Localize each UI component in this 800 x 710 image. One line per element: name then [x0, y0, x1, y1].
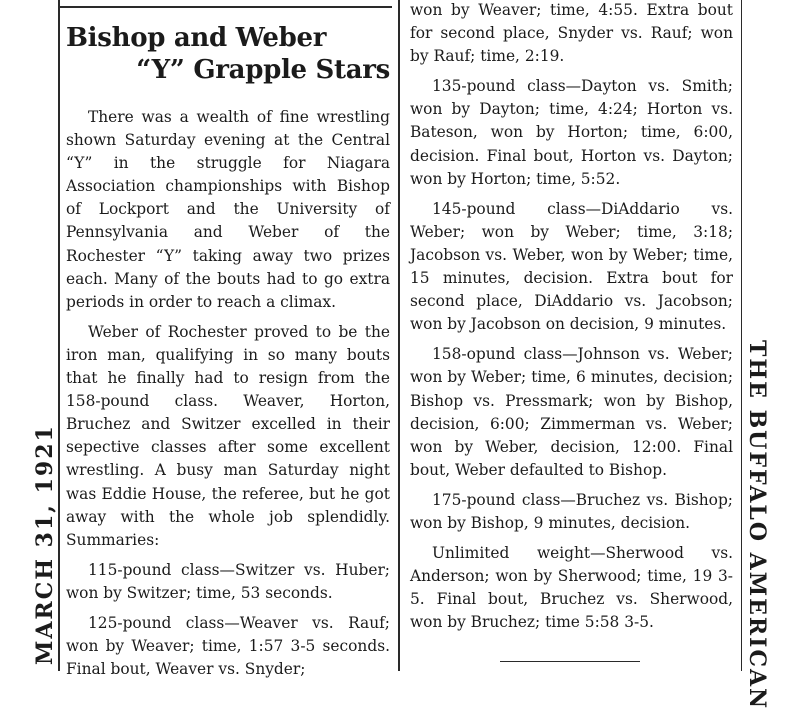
- left-article-column: [66, 106, 390, 688]
- article-paragraph: Weber of Rochester proved to be the iron man, qualifying in so many bouts that he finally had to resign from the 158-pound class. Weaver, Horton, Bruchez and Switzer excelled in their sepective classes after some excellent wrestling. A busy man Saturday night was Eddie House, the referee, but he got away with the whole job splendidly. Summaries:: [66, 322, 390, 549]
- result-paragraph: Unlimited weight—Sherwood vs. Anderson; won by Sherwood; time, 19 3-5. Final bout, Bruchez vs. Sherwood, won by Bruchez; time 5:58 3-5.: [410, 544, 733, 632]
- result-paragraph: 145-pound class—DiAddario vs. Weber; won by Weber; time, 3:18; Jacobson vs. Weber, won by Weber; time, 15 minutes, decision. Extra bout for second place, DiAddario vs. Jacobson; won by Jacobson on decision, 9 minutes.: [410, 199, 733, 334]
- headline-line-1: Bishop and Weber: [66, 23, 327, 53]
- end-rule: [500, 661, 640, 662]
- result-paragraph: 158-opund class—Johnson vs. Weber; won by Weber; time, 6 minutes, decision; Bishop vs. Pressmark; won by Bishop, decision, 6:00; Zimmerman vs. Weber; won by Weber, decision, 12:00. Final bout, Weber defaulted to Bishop.: [410, 345, 733, 479]
- left-border-rule: [58, 0, 60, 671]
- article-headline: [62, 22, 392, 86]
- article-paragraph: There was a wealth of fine wrestling shown Saturday evening at the Central “Y” in the struggle for Niagara Association championships with Bishop of Lockport and the University of Pennsylvania and Weber of the Rochester “Y” taking away two prizes each. Many of the bouts had to go extra periods in order to reach a climax.: [66, 108, 390, 311]
- result-paragraph: 115-pound class—Switzer vs. Huber; won by Switzer; time, 53 seconds.: [66, 560, 390, 602]
- right-article-column: [410, 0, 733, 641]
- result-paragraph: 175-pound class—Bruchez vs. Bishop; won by Bishop, 9 minutes, decision.: [410, 490, 733, 532]
- newspaper-name-label: THE BUFFALO AMERICAN: [744, 340, 770, 710]
- headline-line-2: “Y” Grapple Stars: [136, 55, 390, 85]
- result-paragraph: won by Weaver; time, 4:55. Extra bout for second place, Snyder vs. Rauf; won by Rauf; time, 2:19.: [410, 1, 733, 66]
- result-paragraph: 125-pound class—Weaver vs. Rauf; won by Weaver; time, 1:57 3-5 seconds. Final bout, Weaver vs. Snyder;: [66, 613, 390, 679]
- result-paragraph: 135-pound class—Dayton vs. Smith; won by Dayton; time, 4:24; Horton vs. Bateson, won by Horton; time, 6:00, decision. Final bout, Horton vs. Dayton; won by Horton; time, 5:52.: [410, 77, 733, 188]
- publication-date-label: MARCH 31, 1921: [32, 424, 58, 665]
- right-border-rule: [741, 0, 742, 671]
- top-rule: [60, 6, 392, 8]
- column-divider-rule: [398, 0, 400, 671]
